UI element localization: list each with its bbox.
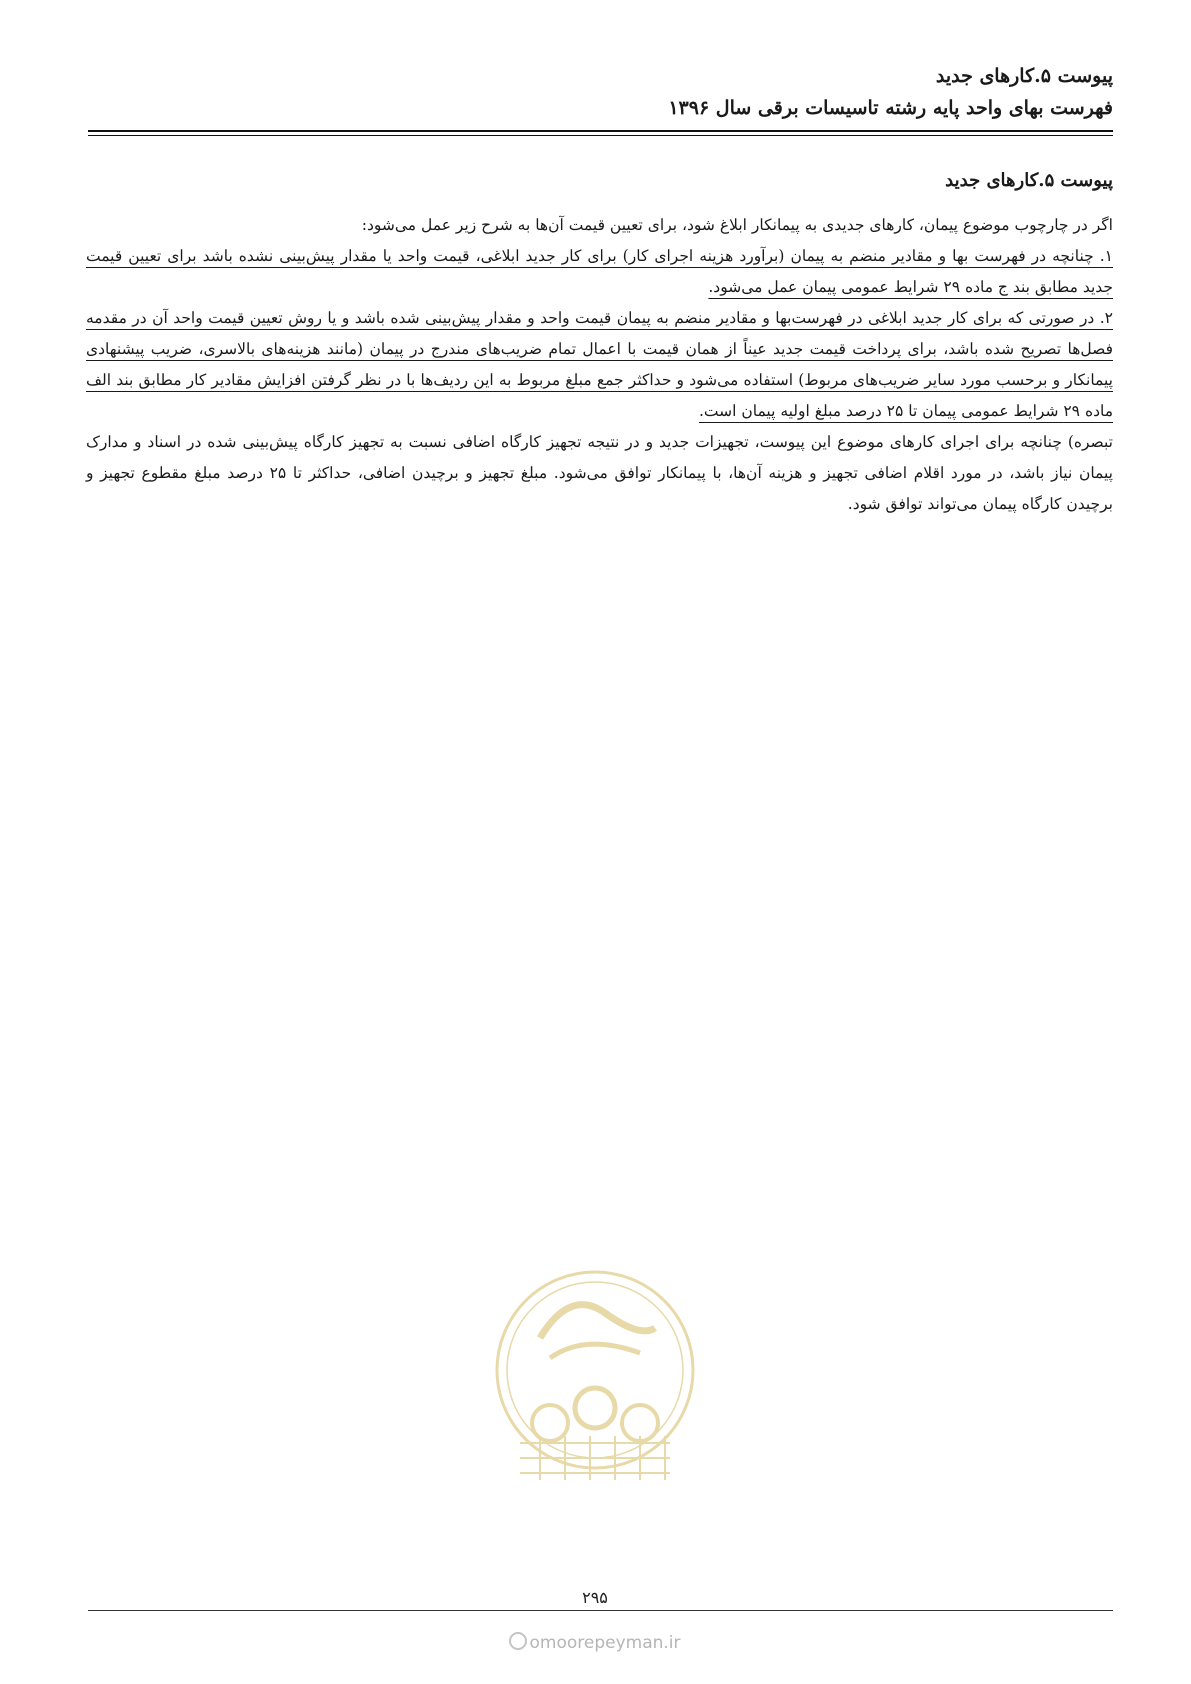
note-paragraph: تبصره) چنانچه برای اجرای کارهای موضوع این پیوست، تجهیزات جدید و در نتیجه تجهیز کارگاه اضافی نسبت به تجهیز کارگاه پیش‌بینی شده در اسناد و مدارک پیمان نیاز باشد، در مورد اقلام اضافی تجهیز و هزینه آن‌ها، با پیمانکار توافق می‌شود. مبلغ تجهیز و برچیدن اضافی، حداکثر تا ۲۵ درصد مبلغ مقطوع تجهیز و برچیدن کارگاه پیمان می‌تواند توافق شود.: [86, 433, 1113, 513]
website-text: omoorepeyman.ir: [529, 1633, 681, 1653]
header-appendix-title: پیوست ۵.کارهای جدید: [935, 65, 1113, 87]
header-rule-thin: [88, 135, 1113, 136]
footer-website: [480, 1632, 710, 1653]
page-header: [88, 60, 1113, 124]
section-title: پیوست ۵.کارهای جدید: [945, 170, 1113, 191]
main-content: [86, 166, 1113, 520]
intro-paragraph: اگر در چارچوب موضوع پیمان، کارهای جدیدی به پیمانکار ابلاغ شود، برای تعیین قیمت آن‌ها به شرح زیر عمل می‌شود:: [361, 216, 1113, 234]
footer-rule: [88, 1610, 1113, 1611]
watermark-logo-icon: [480, 1258, 710, 1488]
header-document-title: فهرست بهای واحد پایه رشته تاسیسات برقی سال ۱۳۹۶: [668, 97, 1113, 119]
item-1-paragraph: ۱. چنانچه در فهرست بها و مقادیر منضم به پیمان (برآورد هزینه اجرای کار) برای کار جدید ابلاغی، قیمت واحد یا مقدار پیش‌بینی نشده باشد برای تعیین قیمت جدید مطابق بند ج ماده ۲۹ شرایط عمومی پیمان عمل می‌شود.: [86, 247, 1113, 296]
header-rule-thick: [88, 130, 1113, 132]
page-number: ۲۹۵: [555, 1588, 635, 1607]
item-2-paragraph: ۲. در صورتی که برای کار جدید ابلاغی در فهرست‌بها و مقادیر منضم به پیمان قیمت واحد و مقدار پیش‌بینی شده باشد و یا روش تعیین قیمت واحد آن در مقدمه فصل‌ها تصریح شده باشد، برای پرداخت قیمت جدید عیناً از همان قیمت با اعمال تمام ضریب‌های مندرج در پیمان (مانند هزینه‌های بالاسری، ضریب پیشنهادی پیمانکار و برحسب مورد سایر ضریب‌های مربوط) استفاده می‌شود و حداکثر جمع مبلغ مربوط به این ردیف‌ها با در نظر گرفتن افزایش مقادیر کار مطابق بند الف ماده ۲۹ شرایط عمومی پیمان تا ۲۵ درصد مبلغ اولیه پیمان است.: [86, 309, 1113, 420]
at-icon: [509, 1632, 527, 1650]
